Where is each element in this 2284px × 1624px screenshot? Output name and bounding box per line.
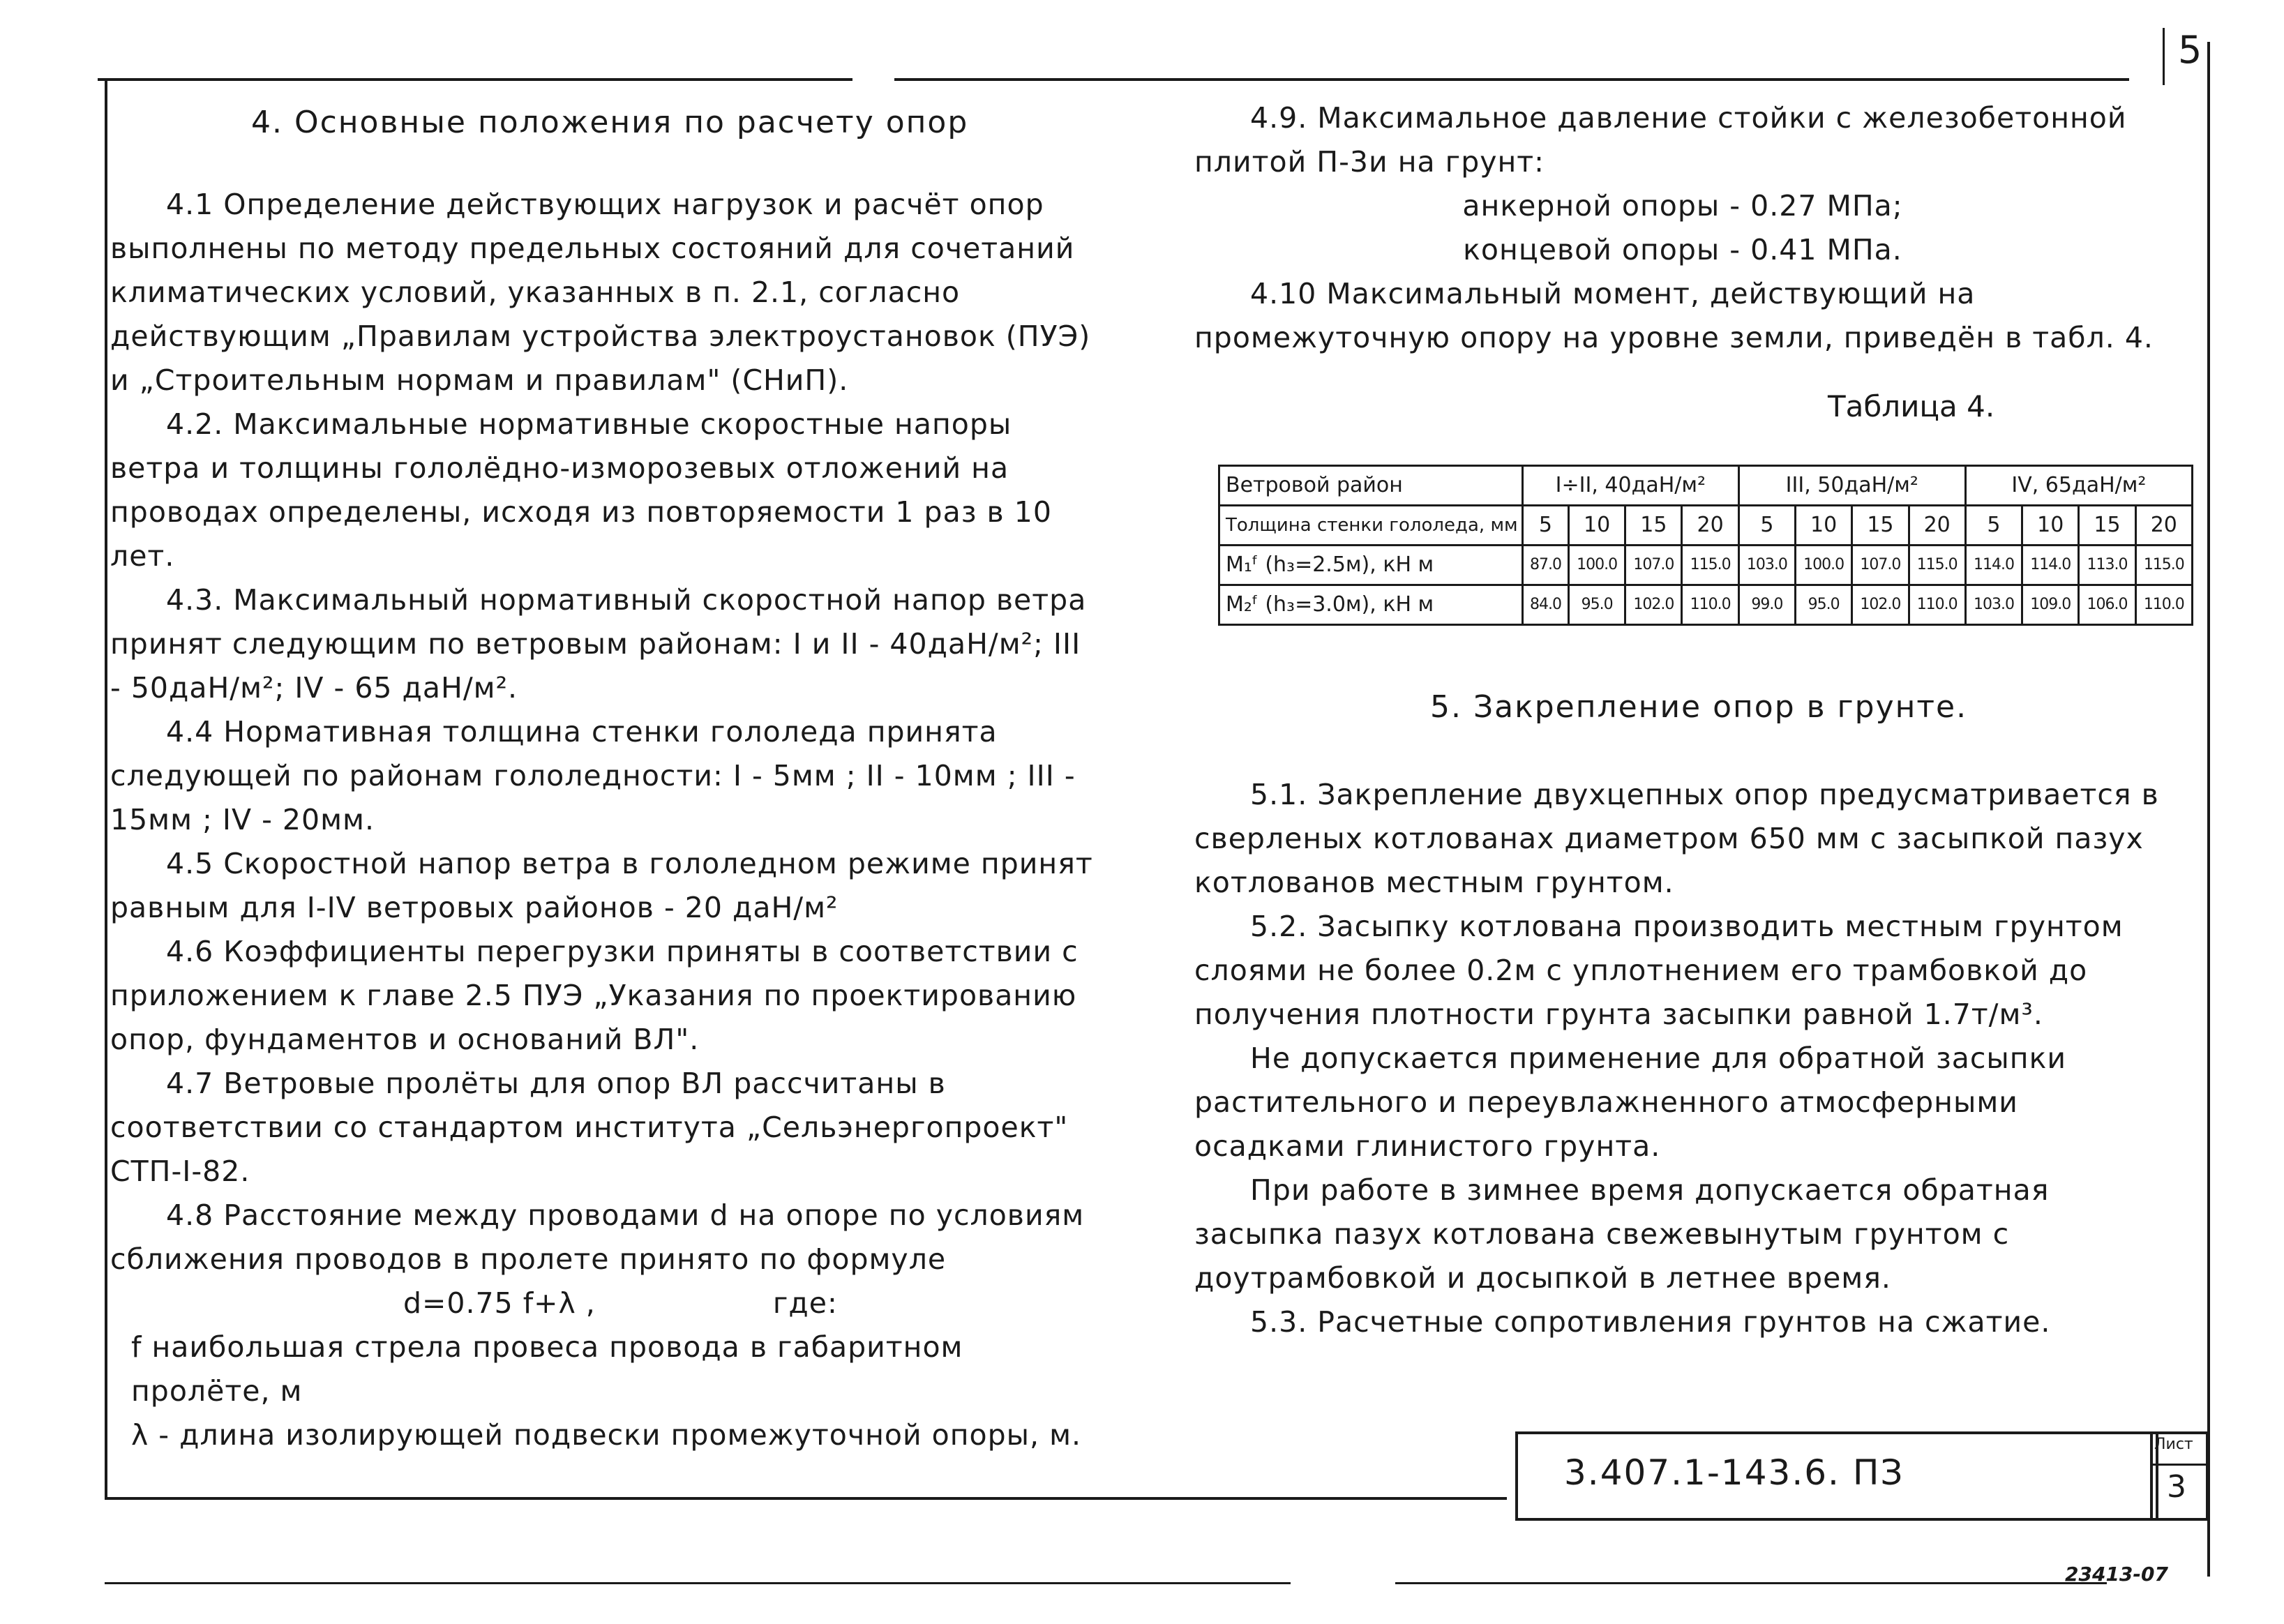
para-4-3: 4.3. Максимальный нормативный скоростной напор ветра принят следующим по ветровым районам: I и II - 40даН/м²; III - 50даН/м²; IV - 65 даН/м². bbox=[110, 583, 1087, 705]
cell-wind-label: Ветровой район bbox=[1219, 466, 1523, 506]
m1-cell: 115.0 bbox=[1909, 546, 1965, 585]
m2-cell: 84.0 bbox=[1523, 585, 1569, 625]
frame-right bbox=[2207, 42, 2210, 1577]
para-no-fill: Не допускается применение для обратной засыпки растительного и переувлажненного атмосферными осадками глинистого грунта. bbox=[1194, 1042, 2067, 1163]
m2-cell: 102.0 bbox=[1625, 585, 1682, 625]
cell-m1-label: M₁ᶠ (h₃=2.5м), кН м bbox=[1219, 546, 1523, 585]
table-row bbox=[1219, 506, 2193, 546]
para-4-10: 4.10 Максимальный момент, действующий на промежуточную опору на уровне земли, приведён в табл. 4. bbox=[1194, 277, 2154, 354]
cell-wind-group-3: IV, 65даН/м² bbox=[1965, 466, 2192, 506]
cell-wind-group-2: III, 50даН/м² bbox=[1738, 466, 1965, 506]
frame-top-left bbox=[98, 78, 852, 81]
ice-cell: 5 bbox=[1965, 506, 2022, 546]
table-row bbox=[1219, 466, 2193, 506]
ice-cell: 20 bbox=[1682, 506, 1738, 546]
p49-anchor: анкерной опоры - 0.27 МПа; bbox=[1462, 189, 1903, 223]
frame-bottom bbox=[105, 1497, 1507, 1500]
heading-5: 5. Закрепление опор в грунте. bbox=[1430, 689, 1968, 725]
m1-cell: 100.0 bbox=[1568, 546, 1625, 585]
cell-m2-label: M₂ᶠ (h₃=3.0м), кН м bbox=[1219, 585, 1523, 625]
m2-cell: 95.0 bbox=[1568, 585, 1625, 625]
m2-cell: 99.0 bbox=[1738, 585, 1795, 625]
left-column bbox=[110, 183, 1094, 1457]
wind-ice-table bbox=[1218, 465, 2193, 626]
m2-cell: 109.0 bbox=[2022, 585, 2079, 625]
m1-cell: 103.0 bbox=[1738, 546, 1795, 585]
sheet-box-divider bbox=[2150, 1464, 2206, 1466]
para-4-1: 4.1 Определение действующих нагрузок и расчёт опор выполнены по методу предельных состояний для сочетаний климатических условий, указанных в п. 2.1, согласно действующим „Правилам устройства электроустановок (ПУЭ) и „Строительным нормам и правилам" (СНиП). bbox=[110, 188, 1091, 397]
m2-cell: 95.0 bbox=[1796, 585, 1852, 625]
para-4-7: 4.7 Ветровые пролёты для опор ВЛ рассчитаны в соответствии со стандартом института „Сельэнергопроект" СТП-I-82. bbox=[110, 1067, 1069, 1188]
para-4-5: 4.5 Скоростной напор ветра в гололедном режиме принят равным для I-IV ветровых районов - 20 даН/м² bbox=[110, 847, 1093, 924]
sheet-number: 3 bbox=[2167, 1469, 2186, 1505]
formula-line bbox=[110, 1281, 1094, 1325]
para-4-9: 4.9. Максимальное давление стойки с железобетонной плитой П-3и на грунт: bbox=[1194, 101, 2127, 179]
para-5-3: 5.3. Расчетные сопротивления грунтов на сжатие. bbox=[1250, 1305, 2051, 1339]
m1-cell: 114.0 bbox=[2022, 546, 2079, 585]
para-5-1: 5.1. Закрепление двухцепных опор предусматривается в сверленых котлованах диаметром 650 мм с засыпкой пазух котлованов местным грунтом. bbox=[1194, 778, 2159, 899]
m1-cell: 114.0 bbox=[1965, 546, 2022, 585]
frame-top-right bbox=[894, 78, 2129, 81]
m2-cell: 102.0 bbox=[1852, 585, 1909, 625]
doc-number: 3.407.1-143.6. ПЗ bbox=[1564, 1452, 1904, 1493]
formula-where: где: bbox=[772, 1286, 838, 1320]
bottom-line-left bbox=[105, 1582, 1291, 1584]
bottom-line-right bbox=[1395, 1582, 2107, 1584]
m2-cell: 110.0 bbox=[1682, 585, 1738, 625]
para-4-4: 4.4 Нормативная толщина стенки гололеда принята следующей по районам гололедности: I - 5мм ; II - 10мм ; III - 15мм ; IV - 20мм. bbox=[110, 715, 1076, 836]
ice-cell: 5 bbox=[1738, 506, 1795, 546]
table-row bbox=[1219, 546, 2193, 585]
para-4-6: 4.6 Коэффициенты перегрузки приняты в соответствии с приложением к главе 2.5 ПУЭ „Указания по проектированию опор, фундаментов и оснований ВЛ". bbox=[110, 935, 1079, 1056]
para-4-2: 4.2. Максимальные нормативные скоростные напоры ветра и толщины гололёдно-изморозевых отложений на проводах определены, исходя из повторяемости 1 раз в 10 лет. bbox=[110, 407, 1052, 573]
formula: d=0.75 f+λ , bbox=[403, 1286, 596, 1320]
page-corner-number: 5 bbox=[2178, 28, 2202, 72]
ice-cell: 10 bbox=[2022, 506, 2079, 546]
para-5-2: 5.2. Засыпку котлована производить местным грунтом слоями не более 0.2м с уплотнением его трамбовкой до получения плотности грунта засыпки равной 1.7т/м³. bbox=[1194, 910, 2124, 1031]
m1-cell: 115.0 bbox=[1682, 546, 1738, 585]
m2-cell: 103.0 bbox=[1965, 585, 2022, 625]
footer-code: 23413-07 bbox=[2065, 1563, 2168, 1586]
m2-cell: 110.0 bbox=[1909, 585, 1965, 625]
corner-divider bbox=[2163, 28, 2165, 85]
m1-cell: 87.0 bbox=[1523, 546, 1569, 585]
ice-cell: 10 bbox=[1568, 506, 1625, 546]
m1-cell: 100.0 bbox=[1796, 546, 1852, 585]
m2-cell: 106.0 bbox=[2079, 585, 2135, 625]
m1-cell: 113.0 bbox=[2079, 546, 2135, 585]
table-caption: Таблица 4. bbox=[1828, 389, 1995, 423]
right-top bbox=[1194, 96, 2171, 360]
m1-cell: 107.0 bbox=[1625, 546, 1682, 585]
right-bottom bbox=[1194, 773, 2171, 1344]
sheet-label: Лист bbox=[2154, 1436, 2193, 1453]
ice-cell: 5 bbox=[1523, 506, 1569, 546]
para-sag: f наибольшая стрела провеса провода в габаритном пролёте, м bbox=[131, 1330, 963, 1408]
p49-end: концевой опоры - 0.41 МПа. bbox=[1463, 233, 1902, 266]
ice-cell: 15 bbox=[1852, 506, 1909, 546]
m1-cell: 107.0 bbox=[1852, 546, 1909, 585]
ice-cell: 10 bbox=[1796, 506, 1852, 546]
ice-cell: 15 bbox=[2079, 506, 2135, 546]
ice-cell: 20 bbox=[1909, 506, 1965, 546]
para-lambda: λ - длина изолирующей подвески промежуточной опоры, м. bbox=[131, 1418, 1082, 1452]
table-row bbox=[1219, 585, 2193, 625]
m1-cell: 115.0 bbox=[2135, 546, 2192, 585]
cell-wind-group-1: I÷II, 40даН/м² bbox=[1523, 466, 1739, 506]
ice-cell: 15 bbox=[1625, 506, 1682, 546]
left-heading: 4. Основные положения по расчету опор bbox=[251, 105, 969, 140]
ice-cell: 20 bbox=[2135, 506, 2192, 546]
cell-ice-label: Толщина стенки гололеда, мм bbox=[1219, 506, 1523, 546]
m2-cell: 110.0 bbox=[2135, 585, 2192, 625]
para-4-8: 4.8 Расстояние между проводами d на опоре по условиям сближения проводов в пролете принято по формуле bbox=[110, 1198, 1085, 1276]
para-winter: При работе в зимнее время допускается обратная засыпка пазух котлована свежевынутым грунтом с доутрамбовкой и досыпкой в летнее время. bbox=[1194, 1173, 2050, 1295]
frame-left bbox=[105, 81, 107, 1497]
